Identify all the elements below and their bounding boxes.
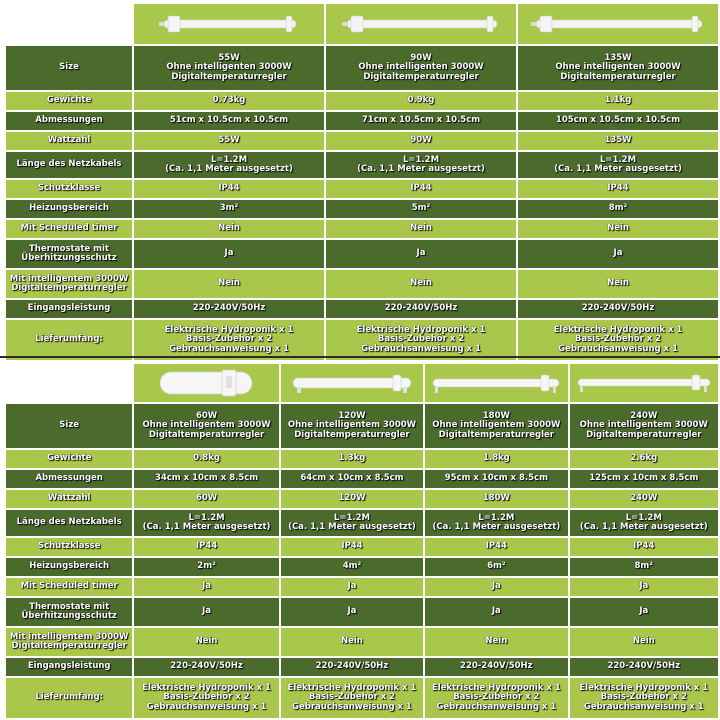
cell-weight: 1.1kg bbox=[518, 92, 718, 110]
label-input: Eingangsleistung bbox=[6, 658, 132, 676]
cell-size: 180W Ohne intelligentem 3000W Digitaltemperaturregler bbox=[425, 404, 567, 448]
cell-size: 60W Ohne intelligentem 3000W Digitaltemperaturregler bbox=[134, 404, 278, 448]
cell-size: 120W Ohne intelligentem 3000W Digitaltemperaturregler bbox=[281, 404, 423, 448]
cell-protection: IP44 bbox=[281, 538, 423, 556]
cell-protection: IP44 bbox=[134, 538, 278, 556]
cell-dimensions: 95cm x 10cm x 8.5cm bbox=[425, 470, 567, 488]
label-size: Size bbox=[6, 46, 132, 90]
cell-size: 55W Ohne intelligenten 3000W Digitaltemperaturregler bbox=[134, 46, 324, 90]
label-wattage: Wattzahl bbox=[6, 490, 132, 508]
cell-cable: L=1.2M (Ca. 1,1 Meter ausgesetzt) bbox=[518, 152, 718, 178]
cell-cable: L=1.2M (Ca. 1,1 Meter ausgesetzt) bbox=[570, 510, 718, 536]
cell-cable: L=1.2M (Ca. 1,1 Meter ausgesetzt) bbox=[134, 510, 278, 536]
cell-thermostat: Ja bbox=[134, 598, 278, 626]
cell-cable: L=1.2M (Ca. 1,1 Meter ausgesetzt) bbox=[134, 152, 324, 178]
cell-weight: 0.73kg bbox=[134, 92, 324, 110]
spec-table-top bbox=[4, 2, 720, 362]
cell-wattage: 240W bbox=[570, 490, 718, 508]
cell-cable: L=1.2M (Ca. 1,1 Meter ausgesetzt) bbox=[425, 510, 567, 536]
cell-heating-area: 6m² bbox=[425, 558, 567, 576]
label-timer: Mit Scheduled timer bbox=[6, 220, 132, 238]
label-weight: Gewichte bbox=[6, 92, 132, 110]
cell-protection: IP44 bbox=[570, 538, 718, 556]
cell-delivery: Elektrische Hydroponik x 1 Basis-Zubehör x 2 Gebrauchsanweisung x 1 bbox=[518, 320, 718, 360]
cell-thermostat: Ja bbox=[326, 240, 516, 268]
label-dimensions: Abmessungen bbox=[6, 470, 132, 488]
product-image-240w bbox=[570, 364, 718, 402]
cell-dimensions: 71cm x 10.5cm x 10.5cm bbox=[326, 112, 516, 130]
cell-thermostat: Ja bbox=[570, 598, 718, 626]
cell-protection: IP44 bbox=[425, 538, 567, 556]
cell-input: 220-240V/50Hz bbox=[326, 300, 516, 318]
cell-input: 220-240V/50Hz bbox=[134, 658, 278, 676]
cell-dimensions: 64cm x 10cm x 8.5cm bbox=[281, 470, 423, 488]
tube-heater-icon bbox=[429, 371, 563, 395]
spec-table-bottom bbox=[4, 362, 720, 720]
cell-input: 220-240V/50Hz bbox=[281, 658, 423, 676]
cell-wattage: 55W bbox=[134, 132, 324, 150]
cell-smart: Nein bbox=[326, 270, 516, 298]
product-image-180w bbox=[425, 364, 567, 402]
corner-cell bbox=[6, 364, 132, 402]
label-dimensions: Abmessungen bbox=[6, 112, 132, 130]
cell-heating-area: 4m² bbox=[281, 558, 423, 576]
label-weight: Gewichte bbox=[6, 450, 132, 468]
label-timer: Mit Scheduled timer bbox=[6, 578, 132, 596]
label-cable: Länge des Netzkabels bbox=[6, 510, 132, 536]
label-thermostat: Thermostate mit Überhitzungsschutz bbox=[6, 598, 132, 626]
cell-smart: Nein bbox=[570, 628, 718, 656]
tube-heater-icon bbox=[526, 12, 710, 36]
label-cable: Länge des Netzkabels bbox=[6, 152, 132, 178]
product-image-60w bbox=[134, 364, 278, 402]
label-smart: Mit intelligentem 3000W Digitaltemperaturregler bbox=[6, 270, 132, 298]
label-input: Eingangsleistung bbox=[6, 300, 132, 318]
cell-timer: Ja bbox=[570, 578, 718, 596]
label-protection: Schutzklasse bbox=[6, 538, 132, 556]
cell-dimensions: 105cm x 10.5cm x 10.5cm bbox=[518, 112, 718, 130]
cell-delivery: Elektrische Hydroponik x 1 Basis-Zubehör x 2 Gebrauchsanweisung x 1 bbox=[326, 320, 516, 360]
cell-wattage: 135W bbox=[518, 132, 718, 150]
cell-smart: Nein bbox=[134, 270, 324, 298]
cell-delivery: Elektrische Hydroponik x 1 Basis-Zubehör x 2 Gebrauchsanweisung x 1 bbox=[134, 678, 278, 718]
section-divider bbox=[0, 356, 720, 358]
label-protection: Schutzklasse bbox=[6, 180, 132, 198]
cell-size: 135W Ohne intelligenten 3000W Digitaltemperaturregler bbox=[518, 46, 718, 90]
cell-weight: 1.3kg bbox=[281, 450, 423, 468]
cell-weight: 1.8kg bbox=[425, 450, 567, 468]
cell-protection: IP44 bbox=[134, 180, 324, 198]
cell-cable: L=1.2M (Ca. 1,1 Meter ausgesetzt) bbox=[326, 152, 516, 178]
cell-input: 220-240V/50Hz bbox=[570, 658, 718, 676]
cell-heating-area: 5m² bbox=[326, 200, 516, 218]
cell-timer: Nein bbox=[326, 220, 516, 238]
tube-heater-icon bbox=[152, 366, 262, 400]
cell-smart: Nein bbox=[134, 628, 278, 656]
cell-smart: Nein bbox=[425, 628, 567, 656]
cell-dimensions: 51cm x 10.5cm x 10.5cm bbox=[134, 112, 324, 130]
cell-delivery: Elektrische Hydroponik x 1 Basis-Zubehör x 2 Gebrauchsanweisung x 1 bbox=[570, 678, 718, 718]
cell-weight: 2.6kg bbox=[570, 450, 718, 468]
tube-heater-icon bbox=[574, 371, 714, 395]
cell-smart: Nein bbox=[518, 270, 718, 298]
cell-wattage: 180W bbox=[425, 490, 567, 508]
cell-heating-area: 8m² bbox=[570, 558, 718, 576]
cell-timer: Ja bbox=[281, 578, 423, 596]
label-heating-area: Heizungsbereich bbox=[6, 558, 132, 576]
cell-input: 220-240V/50Hz bbox=[518, 300, 718, 318]
label-delivery: Lieferumfang: bbox=[6, 320, 132, 360]
label-smart: Mit intelligentem 3000W Digitaltemperaturregler bbox=[6, 628, 132, 656]
cell-wattage: 120W bbox=[281, 490, 423, 508]
cell-timer: Ja bbox=[425, 578, 567, 596]
cell-size: 90W Ohne intelligenten 3000W Digitaltemperaturregler bbox=[326, 46, 516, 90]
cell-protection: IP44 bbox=[326, 180, 516, 198]
cell-cable: L=1.2M (Ca. 1,1 Meter ausgesetzt) bbox=[281, 510, 423, 536]
cell-delivery: Elektrische Hydroponik x 1 Basis-Zubehör x 2 Gebrauchsanweisung x 1 bbox=[134, 320, 324, 360]
tube-heater-icon bbox=[337, 12, 505, 36]
cell-smart: Nein bbox=[281, 628, 423, 656]
label-delivery: Lieferumfang: bbox=[6, 678, 132, 718]
cell-timer: Ja bbox=[134, 578, 278, 596]
cell-heating-area: 3m² bbox=[134, 200, 324, 218]
cell-size: 240W Ohne intelligentem 3000W Digitaltemperaturregler bbox=[570, 404, 718, 448]
product-image-120w bbox=[281, 364, 423, 402]
label-thermostat: Thermostate mit Überhitzungsschutz bbox=[6, 240, 132, 268]
cell-thermostat: Ja bbox=[425, 598, 567, 626]
cell-thermostat: Ja bbox=[281, 598, 423, 626]
tube-heater-icon bbox=[287, 371, 417, 395]
label-heating-area: Heizungsbereich bbox=[6, 200, 132, 218]
label-size: Size bbox=[6, 404, 132, 448]
cell-protection: IP44 bbox=[518, 180, 718, 198]
cell-input: 220-240V/50Hz bbox=[425, 658, 567, 676]
cell-timer: Nein bbox=[518, 220, 718, 238]
cell-dimensions: 34cm x 10cm x 8.5cm bbox=[134, 470, 278, 488]
cell-thermostat: Ja bbox=[134, 240, 324, 268]
cell-delivery: Elektrische Hydroponik x 1 Basis-Zubehör x 2 Gebrauchsanweisung x 1 bbox=[425, 678, 567, 718]
cell-thermostat: Ja bbox=[518, 240, 718, 268]
label-wattage: Wattzahl bbox=[6, 132, 132, 150]
cell-timer: Nein bbox=[134, 220, 324, 238]
cell-heating-area: 8m² bbox=[518, 200, 718, 218]
product-image-135w bbox=[518, 4, 718, 44]
cell-dimensions: 125cm x 10cm x 8.5cm bbox=[570, 470, 718, 488]
cell-heating-area: 2m² bbox=[134, 558, 278, 576]
corner-cell bbox=[6, 4, 132, 44]
cell-input: 220-240V/50Hz bbox=[134, 300, 324, 318]
product-image-90w bbox=[326, 4, 516, 44]
cell-weight: 0.8kg bbox=[134, 450, 278, 468]
cell-wattage: 60W bbox=[134, 490, 278, 508]
cell-weight: 0.9kg bbox=[326, 92, 516, 110]
cell-wattage: 90W bbox=[326, 132, 516, 150]
product-image-55w bbox=[134, 4, 324, 44]
cell-delivery: Elektrische Hydroponik x 1 Basis-Zubehör x 2 Gebrauchsanweisung x 1 bbox=[281, 678, 423, 718]
tube-heater-icon bbox=[154, 12, 304, 36]
